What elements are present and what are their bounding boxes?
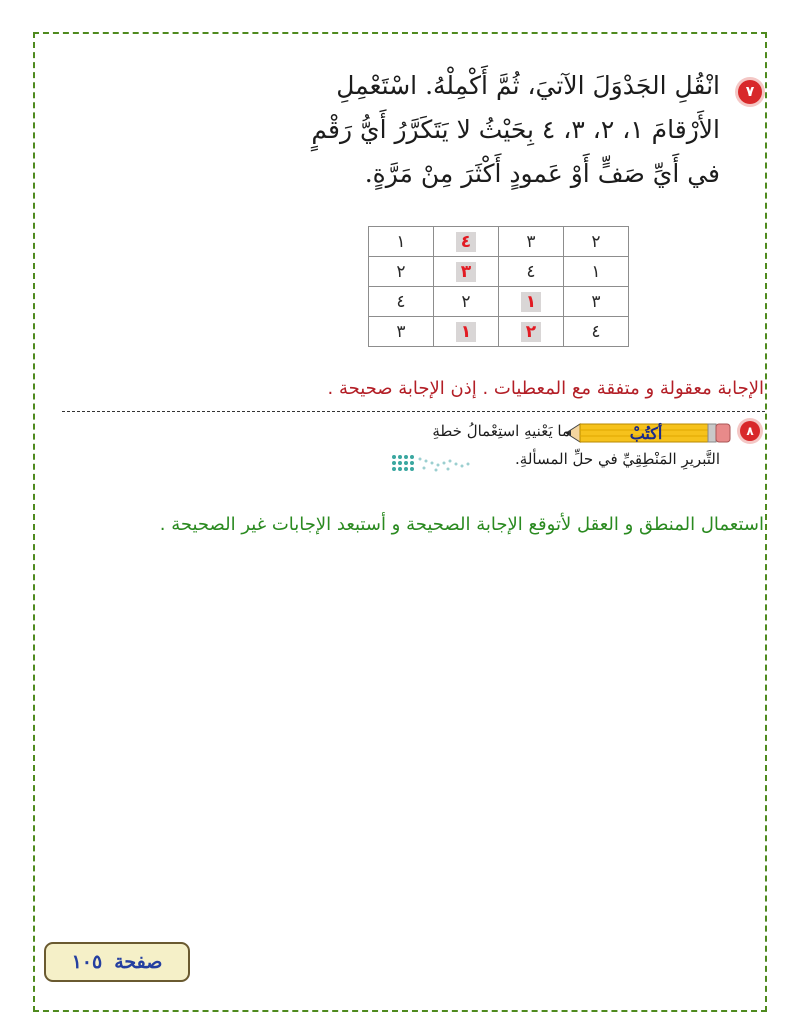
grid-cell [564,317,629,347]
grid-cell-value: ٤ [526,261,536,282]
grid-cell [499,227,564,257]
grid-cell [434,287,499,317]
grid-row [369,287,629,317]
grid-cell [499,317,564,347]
grid-cell-value: ١ [591,261,601,282]
grid-cell [434,257,499,287]
grid-cell [369,257,434,287]
grid-cell-value: ٣ [526,231,536,252]
problem-7-line: في أَيِّ صَفٍّ أَوْ عَمودٍ أَكْثَرَ مِنْ مَرَّةٍ. [364,159,720,188]
number-grid-table [368,226,629,347]
grid-cell [434,227,499,257]
grid-cell-value: ١ [521,292,541,312]
page-word: صفحة [114,951,163,973]
grid-cell [369,317,434,347]
grid-row [369,317,629,347]
grid-cell-value: ٢ [521,322,541,342]
watermark-dots-icon [390,452,472,474]
problem-7-number-badge: ٧ [738,80,762,104]
grid-cell [369,227,434,257]
grid-cell [499,257,564,287]
pencil-icon [566,421,732,445]
problem-8-explanation: استعمال المنطق و العقل لأتوقع الإجابة الصحيحة و أستبعد الإجابات غير الصحيحة . [159,514,764,535]
grid-cell-value: ١ [396,231,406,252]
grid-cell-value: ٢ [461,291,471,312]
grid-cell-value: ٣ [456,262,476,282]
grid-cell-value: ٤ [396,291,406,312]
problem-7-text [160,64,720,196]
problem-7-line: الأَرْقامَ ١، ٢، ٣، ٤ بِحَيْثُ لا يَتَكَرَّرُ أَيُّ رَقْمٍ [311,115,720,144]
grid-row [369,227,629,257]
grid-cell-value: ٣ [591,291,601,312]
grid-cell-value: ٤ [591,321,601,342]
page-number-badge [44,942,190,982]
grid-cell-value: ٢ [396,261,406,282]
grid-cell-value: ٢ [591,231,601,252]
problem-8-line: التَّبريرِ المَنْطِقِيِّ في حلِّ المسألةِ. [515,450,720,468]
grid-row [369,257,629,287]
grid-cell [564,227,629,257]
section-divider [62,411,765,412]
grid-cell [499,287,564,317]
grid-cell [369,287,434,317]
page-number: ١٠٥ [71,951,103,973]
grid-cell-value: ٣ [396,321,406,342]
grid-cell [564,287,629,317]
grid-cell [434,317,499,347]
problem-8-number-badge: ٨ [740,421,760,441]
grid-cell [564,257,629,287]
problem-8-line: ما يَعْنيهِ استِعْمالُ خطةِ [432,422,570,440]
pencil-label: أكتُبْ [629,424,663,443]
problem-7-line: انْقُلِ الجَدْوَلَ الآتيَ، ثُمَّ أَكْمِلْهُ. اسْتَعْمِلِ [336,71,720,100]
grid-cell-value: ٤ [456,232,476,252]
problem-7-answer: الإجابة معقولة و متفقة مع المعطيات . إذن الإجابة صحيحة . [327,378,764,399]
grid-cell-value: ١ [456,322,476,342]
